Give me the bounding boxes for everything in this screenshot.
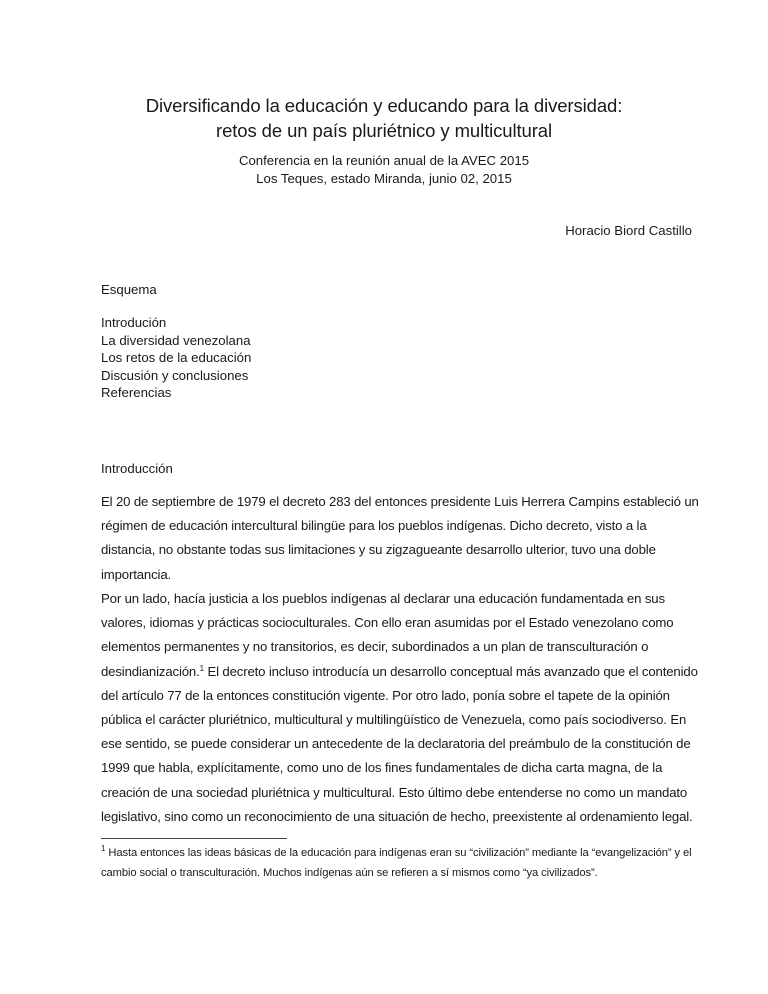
title-line-1: Diversificando la educación y educando para la diversidad: (145, 95, 623, 116)
document-title (0, 93, 768, 143)
outline-item: La diversidad venezolana (101, 332, 251, 348)
footnote (101, 844, 701, 883)
footnote-text: Hasta entonces las ideas básicas de la educación para indígenas eran su “civilización” mediante la “evangelización” y el cambio social o transculturación. Muchos indígenas aún se refieren a sí mismos como “ya civilizados”. (101, 847, 692, 879)
paragraph-1: El 20 de septiembre de 1979 el decreto 283 del entonces presidente Luis Herrera Campins estableció un régimen de educación intercultural bilingüe para los pueblos indígenas. Dicho decreto, visto a la distancia, no obstante todas sus limitaciones y su zigzagueante desarrollo ulterior, tuvo una doble importancia. (101, 494, 699, 582)
footnote-reference[interactable]: 1 (199, 663, 204, 673)
outline-list (101, 314, 701, 402)
document-subtitle (0, 152, 768, 188)
author-name: Horacio Biord Castillo (565, 223, 692, 238)
outline-item: Discusión y conclusiones (101, 367, 249, 383)
outline-item: Introdución (101, 315, 167, 330)
outline-item: Referencias (101, 385, 172, 400)
paragraph-2-text-b: El decreto incluso introducía un desarrollo conceptual más avanzado que el contenido del artículo 77 de la entonces constitución vigente. Por otro lado, ponía sobre el tapete de la opinión pública el carácter pluriétnico, multicultural y multilingüístico de Venezuela, como país sociodiverso. En ese sentido, se puede considerar un antecedente de la declaratoria del preámbulo de la constitución de 1999 que habla, explícitamente, como uno de los fines fundamentales de dicha carta magna, de la creación de una sociedad pluriétnica y multicultural. Esto último debe entenderse no como un mandato legislativo, sino como un reconocimiento de una situación de hecho, preexistente al ordenamiento legal. (101, 663, 698, 824)
paragraph-2-text-a: Por un lado, hacía justicia a los pueblos indígenas al declarar una educación fundamentada en sus valores, idiomas y prácticas socioculturales. Con ello eran asumidas por el Estado venezolano como elementos permanentes y no transitorios, es decir, subordinados a un plan de transculturación o desindianización. (101, 591, 674, 679)
outline-heading: Esquema (101, 282, 157, 297)
footnote-number: 1 (101, 844, 106, 853)
footnote-separator (101, 838, 287, 839)
subtitle-line-2: Los Teques, estado Miranda, junio 02, 2015 (256, 171, 512, 186)
section-heading: Introducción (101, 461, 173, 476)
paragraph-2 (101, 587, 701, 829)
outline-item: Los retos de la educación (101, 350, 252, 365)
subtitle-line-1: Conferencia en la reunión anual de la AVEC 2015 (238, 153, 530, 168)
title-line-2: retos de un país pluriétnico y multicultural (216, 120, 552, 141)
